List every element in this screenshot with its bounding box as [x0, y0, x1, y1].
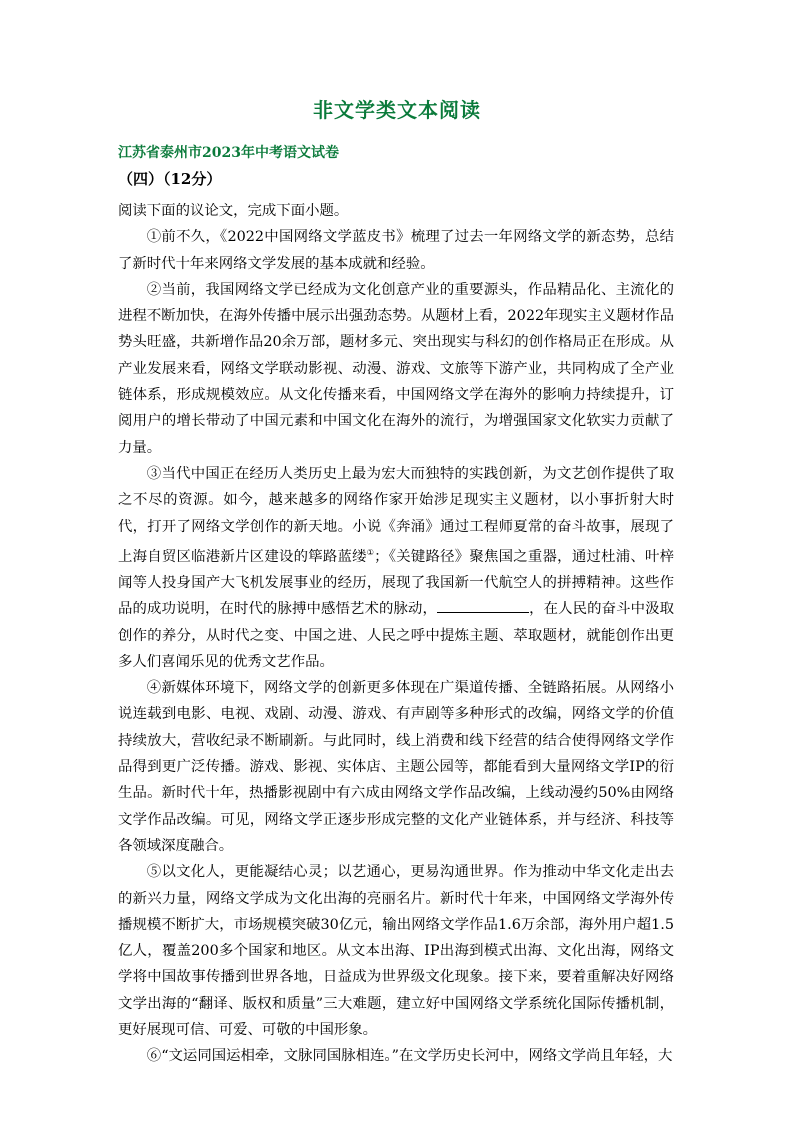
page-title: 非文学类文本阅读: [313, 98, 481, 122]
paragraph-3-part-c: ，在人民的奋斗中汲取创作的养分，从时代之变、中国之进、人民之呼中提炼主题、萃取题材，就能创作出更多人们喜闻乐见的优秀文艺作品。: [118, 601, 674, 670]
paragraph-3: [118, 461, 674, 675]
footnote-marker: ①: [366, 547, 375, 557]
paragraph-6: ⑥“文运同国运相牵，文脉同国脉相连。”在文学历史长河中，网络文学尚且年轻，大: [146, 1048, 673, 1065]
paragraph-1: ①前不久，《2022中国网络文学蓝皮书》梳理了过去一年网络文学的新态势，总结了新时代十年来网络文学发展的基本成就和经验。: [118, 229, 674, 272]
section-heading: （四）（12分）: [118, 170, 222, 188]
exam-source: 江苏省泰州市2023年中考语文试卷: [118, 145, 339, 161]
paragraph-4: ④新媒体环境下，网络文学的创新更多体现在广渠道传播、全链路拓展。从网络小说连载到电影、电视、戏剧、动漫、游戏、有声剧等多种形式的改编，网络文学的价值持续放大，营收纪录不断刷新。与此同时，线上消费和线下经营的结合使得网络文学作品得到更广泛传播。游戏、影视、实体店、主题公园等，都能看到大量网络文学IP的衍生品。新时代十年，热播影视剧中有六成由网络文学作品改编，上线动漫约50%由网络文学作品改编。可见，网络文学正逐步形成完整的文化产业链体系，并与经济、科技等各领域深度融合。: [118, 680, 674, 854]
article-body: [118, 198, 674, 1070]
paragraph-3-part-b: ；《关键路径》聚焦国之重器，通过杜浦、叶梓闻等人投身国产大飞机发展事业的经历，展现了我国新一代航空人的拼搏精神。这些作品的成功说明，在时代的脉搏中感悟艺术的脉动，: [118, 548, 674, 618]
fill-in-blank[interactable]: [437, 598, 529, 613]
paragraph-3-part-a: ③当代中国正在经历人类历史上最为宏大而独特的实践创新，为文艺创作提供了取之不尽的资源。如今，越来越多的网络作家开始涉足现实主义题材，以小事折射大时代，打开了网络文学创作的新天地。小说《奔涌》通过工程师夏常的奋斗故事，展现了上海自贸区临港新片区建设的筚路蓝缕: [118, 465, 674, 565]
paragraph-5: ⑤以文化人，更能凝结心灵；以艺通心，更易沟通世界。作为推动中华文化走出去的新兴力量，网络文学成为文化出海的亮丽名片。新时代十年来，中国网络文学海外传播规模不断扩大，市场规模突破30亿元，输出网络文学作品1.6万余部，海外用户超1.5亿人，覆盖200多个国家和地区。从文本出海、IP出海到模式出海、文化出海，网络文学将中国故事传播到世界各地，日益成为世界级文化现象。接下来，要着重解决好网络文学出海的“翻译、版权和质量”三大难题，建立好中国网络文学系统化国际传播机制，更好展现可信、可爱、可敬的中国形象。: [118, 864, 674, 1038]
paragraph-2: ②当前，我国网络文学已经成为文化创意产业的重要源头，作品精品化、主流化的进程不断加快，在海外传播中展示出强劲态势。从题材上看，2022年现实主义题材作品势头旺盛，共新增作品20余万部，题材多元、突出现实与科幻的创作格局正在形成。从产业发展来看，网络文学联动影视、动漫、游戏、文旅等下游产业，共同构成了全产业链体系，形成规模效应。从文化传播来看，中国网络文学在海外的影响力持续提升，订阅用户的增长带动了中国元素和中国文化在海外的流行，为增强国家文化软实力贡献了力量。: [118, 281, 674, 456]
instruction-text: 阅读下面的议论文，完成下面小题。: [118, 203, 349, 219]
